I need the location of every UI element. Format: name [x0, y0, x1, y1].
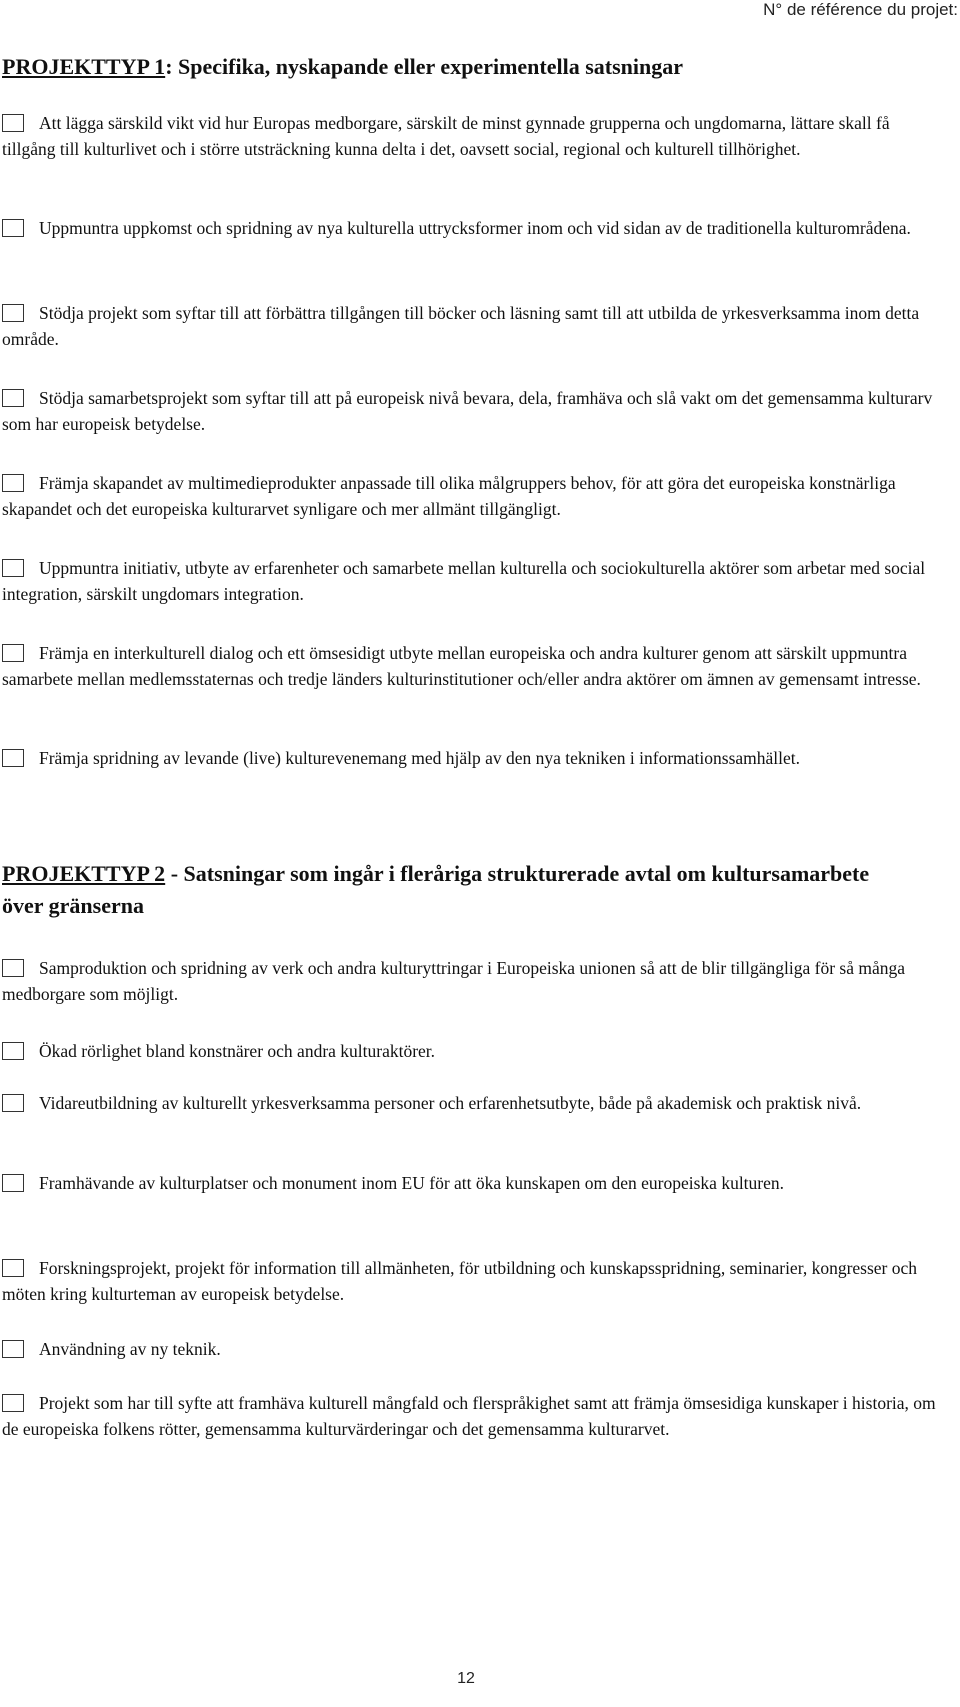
section2-item-2 — [2, 1038, 940, 1064]
section2-heading-prefix: PROJEKTTYP 2 — [2, 861, 166, 886]
section2-item-7 — [2, 1390, 940, 1442]
checkbox[interactable] — [2, 1042, 24, 1060]
item-text: Vidareutbildning av kulturellt yrkesverksamma personer och erfarenhetsutbyte, både på akademisk och praktisk nivå. — [39, 1093, 862, 1113]
item-text: Främja spridning av levande (live) kulturevenemang med hjälp av den nya tekniken i informationssamhället. — [39, 748, 801, 768]
section1-item-5 — [2, 470, 940, 522]
section1-item-2 — [2, 215, 940, 241]
checkbox[interactable] — [2, 959, 24, 977]
item-text: Främja en interkulturell dialog och ett ömsesidigt utbyte mellan europeiska och andra kulturer genom att särskilt uppmuntra samarbete mellan medlemsstaternas och tredje länders kulturinstitutioner och/eller andra aktörer om ämnen av gemensamt intresse. — [2, 643, 921, 689]
item-text: Att lägga särskild vikt vid hur Europas medborgare, särskilt de minst gynnade grupperna och ungdomarna, lättare skall få tillgång till kulturlivet och i större utsträckning kunna delta i det, oavsett social, regional och kulturell tillhörighet. — [2, 113, 890, 159]
section1-item-4 — [2, 385, 940, 437]
section1-item-7 — [2, 640, 940, 692]
item-text: Projekt som har till syfte att framhäva kulturell mångfald och flerspråkighet samt att främja ömsesidiga kunskaper i historia, om de europeiska folkens rötter, gemensamma kulturvärderingar och det gemensamma kulturarvet. — [2, 1393, 936, 1439]
checkbox[interactable] — [2, 1094, 24, 1112]
checkbox[interactable] — [2, 114, 24, 132]
section2-item-5 — [2, 1255, 940, 1307]
checkbox[interactable] — [2, 474, 24, 492]
checkbox[interactable] — [2, 1394, 24, 1412]
section2-item-6 — [2, 1336, 940, 1362]
checkbox[interactable] — [2, 749, 24, 767]
checkbox[interactable] — [2, 1174, 24, 1192]
section2-heading — [2, 858, 902, 922]
item-text: Användning av ny teknik. — [39, 1339, 221, 1359]
item-text: Forskningsprojekt, projekt för information till allmänheten, för utbildning och kunskapsspridning, seminarier, kongresser och möten kring kulturteman av europeisk betydelse. — [2, 1258, 918, 1304]
section1-item-8 — [2, 745, 940, 771]
section1-heading-prefix: PROJEKTTYP 1 — [2, 54, 166, 79]
page-number: 12 — [457, 1670, 475, 1687]
checkbox[interactable] — [2, 559, 24, 577]
section1-item-3 — [2, 300, 940, 352]
item-text: Ökad rörlighet bland konstnärer och andra kulturaktörer. — [39, 1041, 436, 1061]
item-text: Uppmuntra initiativ, utbyte av erfarenheter och samarbete mellan kulturella och sociokulturella aktörer som arbetar med social integration, särskilt ungdomars integration. — [2, 558, 926, 604]
reference-number-label: N° de référence du projet: — [763, 0, 958, 19]
item-text: Framhävande av kulturplatser och monument inom EU för att öka kunskapen om den europeiska kulturen. — [39, 1173, 785, 1193]
item-text: Stödja projekt som syftar till att förbättra tillgången till böcker och läsning samt till att utbilda de yrkesverksamma inom detta område. — [2, 303, 920, 349]
checkbox[interactable] — [2, 389, 24, 407]
section2-item-1 — [2, 955, 940, 1007]
section1-heading — [2, 52, 683, 82]
section1-heading-suffix: : Specifika, nyskapande eller experimentella satsningar — [165, 54, 684, 79]
checkbox[interactable] — [2, 304, 24, 322]
item-text: Främja skapandet av multimedieprodukter anpassade till olika målgruppers behov, för att göra det europeiska konstnärliga skapandet och det europeiska kulturarvet synligare och mer allmänt tillgängligt. — [2, 473, 896, 519]
item-text: Stödja samarbetsprojekt som syftar till att på europeisk nivå bevara, dela, framhäva och slå vakt om det gemensamma kulturarv som har europeisk betydelse. — [2, 388, 933, 434]
section2-item-3 — [2, 1090, 940, 1116]
item-text: Samproduktion och spridning av verk och andra kulturyttringar i Europeiska unionen så att de blir tillgängliga för så många medborgare som möjligt. — [2, 958, 906, 1004]
section1-item-6 — [2, 555, 940, 607]
section2-item-4 — [2, 1170, 940, 1196]
section2-heading-suffix: - Satsningar som ingår i fleråriga strukturerade avtal om kultursamarbete över gränserna — [2, 861, 870, 918]
section1-item-1 — [2, 110, 940, 162]
checkbox[interactable] — [2, 219, 24, 237]
checkbox[interactable] — [2, 1340, 24, 1358]
checkbox[interactable] — [2, 1259, 24, 1277]
checkbox[interactable] — [2, 644, 24, 662]
item-text: Uppmuntra uppkomst och spridning av nya kulturella uttrycksformer inom och vid sidan av de traditionella kulturområdena. — [39, 218, 911, 238]
